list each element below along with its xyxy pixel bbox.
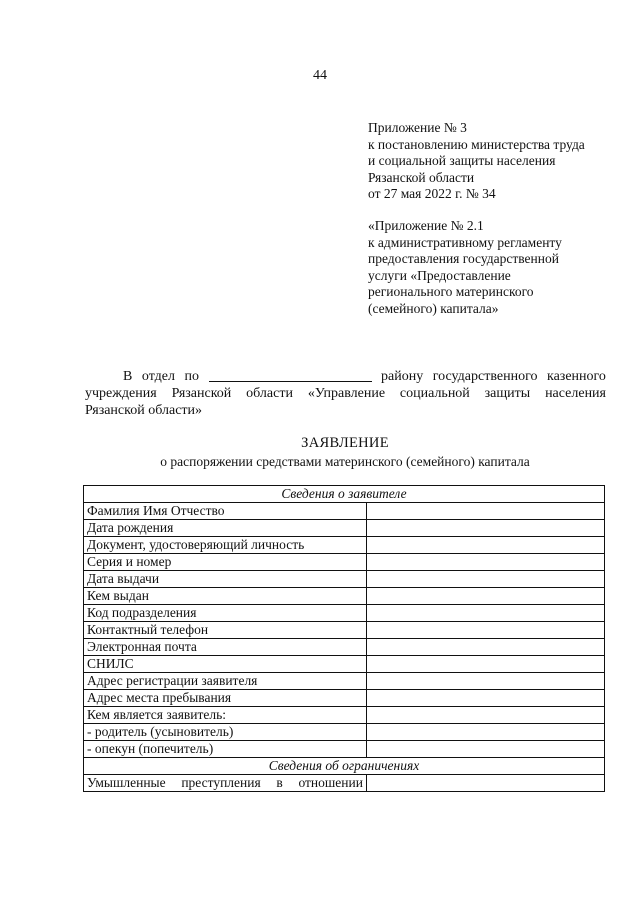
addressee-line-2 bbox=[85, 385, 606, 402]
word: населения bbox=[545, 386, 606, 401]
application-form-table bbox=[83, 485, 605, 792]
table-row bbox=[84, 622, 605, 639]
field-value-cell[interactable] bbox=[367, 554, 605, 571]
field-label: - опекун (попечитель) bbox=[84, 741, 367, 758]
appendix-line: услуги «Предоставление bbox=[368, 267, 511, 283]
addressee-line-1 bbox=[85, 368, 606, 385]
word: по bbox=[184, 369, 199, 384]
appendix-line: от 27 мая 2022 г. № 34 bbox=[368, 186, 496, 201]
table-row bbox=[84, 571, 605, 588]
section-header-applicant: Сведения о заявителе bbox=[84, 486, 605, 503]
appendix-line: «Приложение № 2.1 bbox=[368, 218, 484, 233]
field-value-cell[interactable] bbox=[367, 656, 605, 673]
appendix-line: регионального материнского bbox=[368, 284, 534, 299]
table-row bbox=[84, 707, 605, 724]
district-blank-field[interactable] bbox=[209, 368, 372, 382]
table-row bbox=[84, 639, 605, 656]
word: в bbox=[276, 775, 283, 790]
table-row bbox=[84, 503, 605, 520]
appendix-line: к административному регламенту bbox=[368, 234, 562, 250]
field-value-cell[interactable] bbox=[367, 588, 605, 605]
field-label: Серия и номер bbox=[84, 554, 367, 571]
word: социальной bbox=[399, 386, 470, 401]
table-row bbox=[84, 673, 605, 690]
field-value-cell[interactable] bbox=[367, 741, 605, 758]
field-label: Контактный телефон bbox=[84, 622, 367, 639]
field-value-cell[interactable] bbox=[367, 707, 605, 724]
appendix-line: Рязанской области bbox=[368, 169, 475, 185]
word: преступления bbox=[181, 775, 261, 790]
word: учреждения bbox=[85, 386, 157, 401]
field-label bbox=[84, 775, 367, 792]
field-value-cell[interactable] bbox=[367, 503, 605, 520]
addressee-line-3: Рязанской области» bbox=[85, 403, 203, 418]
field-label: - родитель (усыновитель) bbox=[84, 724, 367, 741]
word: защиты bbox=[484, 386, 531, 401]
appendix-header bbox=[368, 120, 618, 203]
word: В bbox=[123, 369, 133, 384]
table-row bbox=[84, 741, 605, 758]
word: «Управление bbox=[307, 386, 386, 401]
field-label: Адрес места пребывания bbox=[84, 690, 367, 707]
field-value-cell[interactable] bbox=[367, 520, 605, 537]
appendix-line: и социальной защиты населения bbox=[368, 153, 556, 168]
section-header-restrictions: Сведения об ограничениях bbox=[84, 758, 605, 775]
word: Рязанской bbox=[171, 386, 232, 401]
table-row bbox=[84, 690, 605, 707]
field-value-cell[interactable] bbox=[367, 605, 605, 622]
field-value-cell[interactable] bbox=[367, 571, 605, 588]
appendix-line: (семейного) капитала» bbox=[368, 300, 499, 316]
word: области bbox=[246, 386, 293, 401]
field-value-cell[interactable] bbox=[367, 724, 605, 741]
field-label: Адрес регистрации заявителя bbox=[84, 673, 367, 690]
field-label: Дата рождения bbox=[84, 520, 367, 537]
addressee-block bbox=[85, 368, 606, 419]
field-value-cell[interactable] bbox=[367, 639, 605, 656]
word: казенного bbox=[547, 369, 606, 384]
word: государственного bbox=[432, 369, 538, 384]
field-value-cell[interactable] bbox=[367, 775, 605, 792]
field-label: Электронная почта bbox=[84, 639, 367, 656]
field-label: Документ, удостоверяющий личность bbox=[84, 537, 367, 554]
table-row bbox=[84, 520, 605, 537]
field-value-cell[interactable] bbox=[367, 673, 605, 690]
table-row bbox=[84, 554, 605, 571]
document-subtitle: о распоряжении средствами материнского (семейного) капитала bbox=[160, 454, 530, 469]
field-label: Дата выдачи bbox=[84, 571, 367, 588]
table-row bbox=[84, 656, 605, 673]
table-row bbox=[84, 588, 605, 605]
appendix-line: предоставления государственной bbox=[368, 251, 559, 266]
table-row bbox=[84, 537, 605, 554]
field-label: СНИЛС bbox=[84, 656, 367, 673]
document-title: ЗАЯВЛЕНИЕ bbox=[301, 435, 389, 451]
field-value-cell[interactable] bbox=[367, 690, 605, 707]
field-label: Кем выдан bbox=[84, 588, 367, 605]
word: отдел bbox=[141, 369, 175, 384]
table-row bbox=[84, 775, 605, 792]
appendix-line: к постановлению министерства труда bbox=[368, 136, 585, 152]
word: Умышленные bbox=[87, 775, 166, 790]
word: району bbox=[381, 369, 424, 384]
appendix-line: Приложение № 3 bbox=[368, 120, 467, 135]
table-row bbox=[84, 605, 605, 622]
field-label: Код подразделения bbox=[84, 605, 367, 622]
regulation-appendix-header bbox=[368, 218, 618, 317]
table-row bbox=[84, 724, 605, 741]
field-label: Фамилия Имя Отчество bbox=[84, 503, 367, 520]
word: отношении bbox=[298, 775, 363, 790]
field-label: Кем является заявитель: bbox=[84, 707, 367, 724]
page-number: 44 bbox=[313, 68, 327, 83]
field-value-cell[interactable] bbox=[367, 622, 605, 639]
field-value-cell[interactable] bbox=[367, 537, 605, 554]
